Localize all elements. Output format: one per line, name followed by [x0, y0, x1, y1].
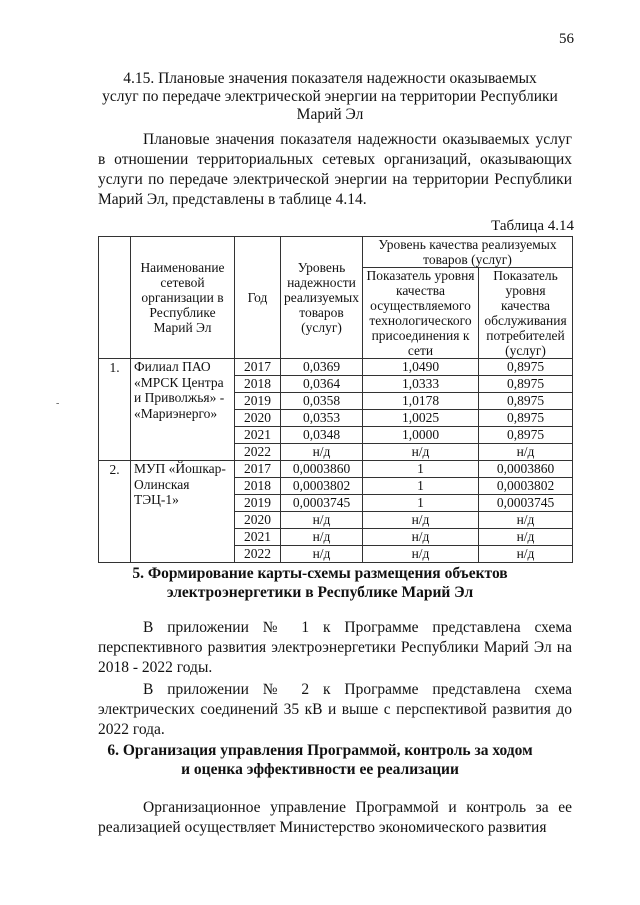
cell-tech: 1,0000	[363, 427, 479, 444]
org-name-line: «Мариэнерго»	[134, 405, 218, 421]
cell-year: 2022	[235, 546, 281, 563]
cell-year: 2022	[235, 444, 281, 461]
section-4-15-heading	[90, 70, 570, 124]
section-4-15-paragraph: Плановые значения показателя надежности оказываемых услуг в отношении территориальных сетевых организаций, оказывающих услуги по передаче электрической энергии на территории Республики Марий Эл, представлены в таблице 4.14.	[98, 131, 572, 208]
cell-year: 2020	[235, 410, 281, 427]
cell-tech: н/д	[363, 444, 479, 461]
cell-year: 2018	[235, 376, 281, 393]
heading-line: Марий Эл	[296, 106, 364, 123]
cell-reliability: н/д	[281, 546, 363, 563]
cell-tech: 1,0490	[363, 359, 479, 376]
row-number: 1.	[99, 359, 131, 461]
cell-reliability: 0,0353	[281, 410, 363, 427]
cell-reliability: 0,0348	[281, 427, 363, 444]
org-name-line: МУП «Йошкар-	[134, 461, 226, 476]
section-6-paragraph: Организационное управление Программой и контроль за ее реализацией осуществляет Министерство экономического развития	[98, 799, 572, 836]
section-5-paragraph-2: В приложении № 2 к Программе представлена схема электрических соединений 35 кВ и выше с перспективой развития до 2022 года.	[98, 681, 572, 738]
title-line: 5. Формирование карты-схемы размещения объектов	[132, 565, 508, 582]
cell-reliability: 0,0358	[281, 393, 363, 410]
row-number: 2.	[99, 461, 131, 563]
cell-service: 0,8975	[479, 427, 573, 444]
cell-service: 0,8975	[479, 393, 573, 410]
cell-reliability: 0,0003860	[281, 461, 363, 478]
cell-year: 2019	[235, 495, 281, 512]
cell-year: 2021	[235, 529, 281, 546]
title-line: 6. Организация управления Программой, контроль за ходом	[107, 742, 533, 759]
cell-year: 2020	[235, 512, 281, 529]
table-caption: Таблица 4.14	[491, 218, 574, 234]
cell-year: 2021	[235, 427, 281, 444]
cell-reliability: н/д	[281, 529, 363, 546]
org-name-line: ТЭЦ-1»	[134, 492, 179, 507]
cell-year: 2019	[235, 393, 281, 410]
cell-tech: 1	[363, 461, 479, 478]
cell-reliability: 0,0364	[281, 376, 363, 393]
org-name	[131, 359, 235, 461]
cell-service: 0,8975	[479, 359, 573, 376]
cell-tech: 1,0333	[363, 376, 479, 393]
col-header-year: Год	[235, 237, 281, 359]
heading-line: услуг по передаче электрической энергии на территории Республики	[102, 88, 558, 105]
cell-service: н/д	[479, 546, 573, 563]
org-name-line: Филиал ПАО	[134, 359, 211, 374]
org-name-line: «МРСК Центра	[134, 374, 224, 390]
cell-year: 2017	[235, 461, 281, 478]
cell-tech: 1,0025	[363, 410, 479, 427]
cell-tech: 1,0178	[363, 393, 479, 410]
scan-mark: -	[56, 398, 60, 409]
col-header-org: Наименование сетевой организации в Республике Марий Эл	[131, 237, 235, 359]
cell-tech: н/д	[363, 529, 479, 546]
org-name-line: Олинская	[134, 476, 190, 492]
cell-service: 0,8975	[479, 376, 573, 393]
cell-year: 2017	[235, 359, 281, 376]
cell-reliability: н/д	[281, 444, 363, 461]
table-row	[99, 461, 573, 478]
heading-line: 4.15. Плановые значения показателя надежности оказываемых	[123, 70, 537, 87]
cell-service: н/д	[479, 444, 573, 461]
title-line: и оценка эффективности ее реализации	[181, 761, 459, 778]
section-6-title	[60, 741, 580, 779]
cell-reliability: 0,0003745	[281, 495, 363, 512]
title-line: электроэнергетики в Республике Марий Эл	[166, 584, 474, 601]
col-header-num	[99, 237, 131, 359]
cell-tech: н/д	[363, 546, 479, 563]
table-row	[99, 359, 573, 376]
col-header-quality-service: Показатель уровня качества обслуживания потребителей (услуг)	[479, 268, 573, 359]
cell-service: н/д	[479, 512, 573, 529]
page-number: 56	[559, 31, 574, 47]
table-body	[99, 359, 573, 563]
cell-tech: н/д	[363, 512, 479, 529]
col-header-quality-group: Уровень качества реализуемых товаров (услуг)	[363, 237, 573, 268]
cell-tech: 1	[363, 478, 479, 495]
col-header-quality-tech: Показатель уровня качества осуществляемого технологического присоединения к сети	[363, 268, 479, 359]
cell-service: 0,0003745	[479, 495, 573, 512]
org-name	[131, 461, 235, 563]
cell-reliability: 0,0369	[281, 359, 363, 376]
cell-reliability: 0,0003802	[281, 478, 363, 495]
reliability-table	[98, 236, 573, 563]
cell-service: н/д	[479, 529, 573, 546]
cell-reliability: н/д	[281, 512, 363, 529]
section-5-paragraph-1: В приложении № 1 к Программе представлена схема перспективного развития электроэнергетики Республики Марий Эл на 2018 - 2022 годы.	[98, 619, 572, 676]
cell-tech: 1	[363, 495, 479, 512]
org-name-line: и Приволжья» -	[134, 390, 225, 405]
cell-service: 0,0003802	[479, 478, 573, 495]
cell-year: 2018	[235, 478, 281, 495]
cell-service: 0,8975	[479, 410, 573, 427]
section-5-title	[60, 564, 580, 602]
cell-service: 0,0003860	[479, 461, 573, 478]
col-header-reliability: Уровень надежности реализуемых товаров (услуг)	[281, 237, 363, 359]
